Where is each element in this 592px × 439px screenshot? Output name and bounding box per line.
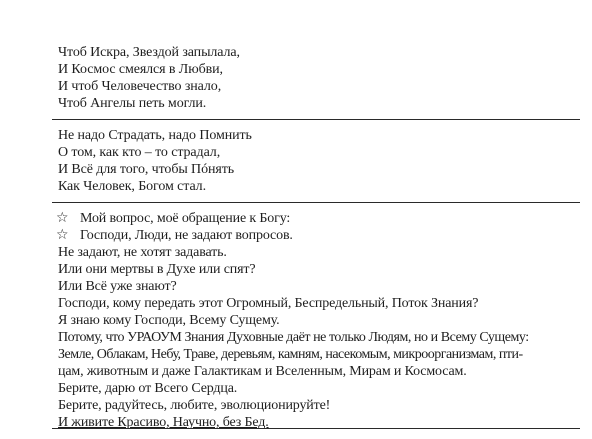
prayer-section [58, 210, 529, 431]
divider-rule [52, 202, 580, 203]
star-line-text: Мой вопрос, моё обращение к Богу: [80, 211, 291, 226]
prose-line: Берите, радуйтесь, любите, эволюционируйте! [58, 398, 331, 413]
stanza-line: Чтоб Искра, Звездой запылала, [58, 45, 240, 60]
prose-line: Берите, дарю от Всего Сердца. [58, 381, 238, 396]
prose-line: Господи, кому передать этот Огромный, Беспредельный, Поток Знания? [58, 296, 479, 311]
star-icon: ☆ [56, 227, 69, 243]
stanza-line: И чтоб Человечество знало, [58, 79, 222, 94]
divider-rule [52, 119, 580, 120]
star-line-text: Господи, Люди, не задают вопросов. [80, 228, 293, 243]
closing-line: И живите Красиво, Научно, без Бед. [58, 415, 269, 430]
prose-line: Не задают, не хотят задавать. [58, 245, 227, 260]
star-icon: ☆ [56, 210, 69, 226]
stanza-line: Не надо Страдать, надо Помнить [58, 128, 252, 143]
stanza-line: Чтоб Ангелы петь могли. [58, 96, 207, 111]
stanza-line: О том, как кто – то страдал, [58, 145, 221, 160]
stanza-line: И Космос смеялся в Любви, [58, 62, 223, 77]
prose-line: цам, животным и даже Галактикам и Вселенным, Мирам и Космосам. [58, 364, 467, 379]
prose-line: Или Всё уже знают? [58, 279, 177, 294]
star-line [58, 210, 529, 227]
stanza-line: Как Человек, Богом стал. [58, 179, 206, 194]
prose-line: Или они мертвы в Духе или спят? [58, 262, 256, 277]
prose-line: Потому, что УРАОУМ Знания Духовные даёт не только Людям, но и Всему Сущему: [58, 330, 529, 345]
poem-stanza-1 [58, 44, 240, 112]
divider-rule [52, 428, 580, 429]
poem-stanza-2 [58, 127, 252, 195]
prose-line: Земле, Облакам, Небу, Траве, деревьям, камням, насекомым, микроорганизмам, пти- [58, 347, 523, 362]
prose-line: Я знаю кому Господи, Всему Сущему. [58, 313, 280, 328]
stanza-line: И Всё для того, чтобы Пóнять [58, 162, 235, 177]
star-line [58, 227, 529, 244]
